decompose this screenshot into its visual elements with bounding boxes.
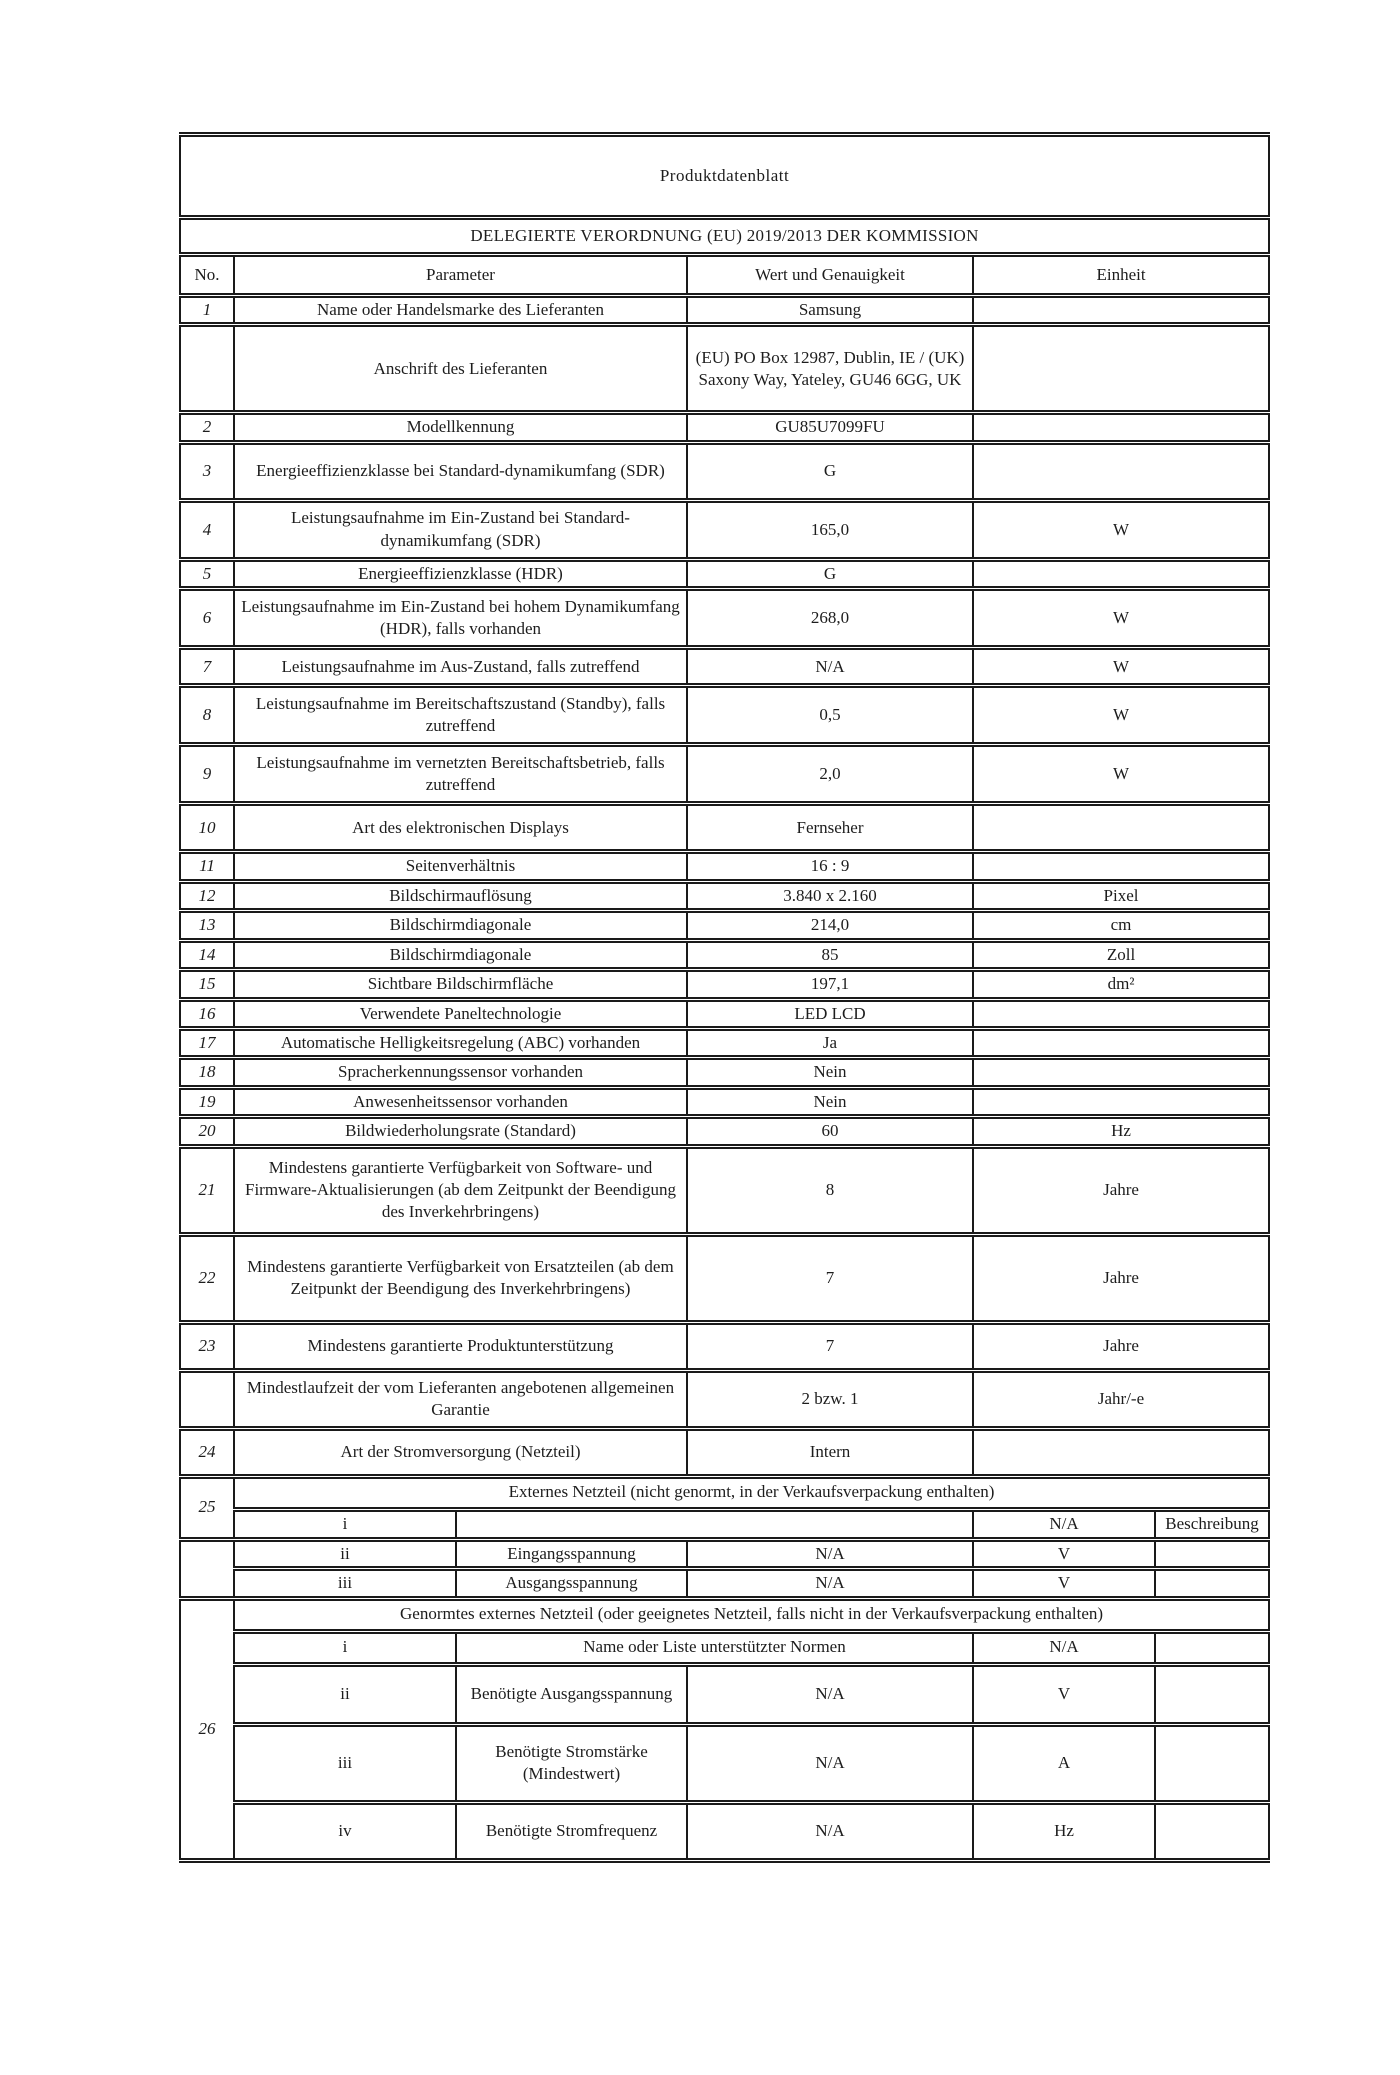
cell-parameter: Bildschirmdiagonale — [234, 940, 687, 969]
cell-value: 165,0 — [687, 500, 973, 559]
cell-unit: Hz — [973, 1802, 1155, 1860]
cell-parameter: Eingangsspannung — [456, 1539, 687, 1568]
table-row — [180, 1322, 1269, 1370]
cell-unit: Zoll — [973, 940, 1269, 969]
table-row — [180, 648, 1269, 686]
cell-no: 4 — [180, 500, 234, 559]
cell-unit — [973, 804, 1269, 852]
product-datasheet-table — [179, 132, 1270, 1863]
cell-no: 25 — [180, 1476, 234, 1539]
cell-unit: Jahre — [973, 1234, 1269, 1322]
cell-unit — [973, 559, 1269, 588]
cell-no — [180, 325, 234, 413]
cell-parameter: Anwesenheitssensor vorhanden — [234, 1087, 687, 1116]
cell-parameter: Name oder Liste unterstützter Normen — [456, 1631, 973, 1664]
cell-no: 18 — [180, 1058, 234, 1087]
cell-no: 13 — [180, 911, 234, 940]
cell-unit — [973, 325, 1269, 413]
cell-value: Intern — [687, 1428, 973, 1476]
cell-value: G — [687, 559, 973, 588]
cell-unit: A — [973, 1724, 1155, 1802]
cell-value: GU85U7099FU — [687, 413, 973, 442]
cell-parameter: Mindestens garantierte Verfügbarkeit von Ersatzteilen (ab dem Zeitpunkt der Beendigung des Inverkehrbringens) — [234, 1234, 687, 1322]
cell-unit: W — [973, 500, 1269, 559]
cell-extra — [1155, 1802, 1269, 1860]
table-row — [180, 804, 1269, 852]
cell-unit: Jahre — [973, 1322, 1269, 1370]
table-row — [180, 745, 1269, 804]
cell-extra — [1155, 1569, 1269, 1598]
cell-no: 19 — [180, 1087, 234, 1116]
table-row — [180, 1234, 1269, 1322]
table-row — [180, 940, 1269, 969]
cell-parameter: Leistungsaufnahme im Aus-Zustand, falls zutreffend — [234, 648, 687, 686]
cell-parameter: Art der Stromversorgung (Netzteil) — [234, 1428, 687, 1476]
cell-value: Ja — [687, 1028, 973, 1057]
table-row — [180, 1664, 1269, 1724]
cell-subno: iii — [234, 1724, 456, 1802]
table-row — [180, 1569, 1269, 1598]
table-row — [180, 1370, 1269, 1428]
cell-no: 12 — [180, 881, 234, 910]
cell-value: 214,0 — [687, 911, 973, 940]
cell-value: 3.840 x 2.160 — [687, 881, 973, 910]
cell-unit: Hz — [973, 1117, 1269, 1146]
column-header-row — [180, 255, 1269, 296]
cell-subno: ii — [234, 1664, 456, 1724]
cell-no: 20 — [180, 1117, 234, 1146]
table-row — [180, 1509, 1269, 1539]
cell-no — [180, 1370, 234, 1428]
cell-unit — [973, 296, 1269, 325]
cell-parameter: Leistungsaufnahme im vernetzten Bereitschaftsbetrieb, falls zutreffend — [234, 745, 687, 804]
cell-parameter: Automatische Helligkeitsregelung (ABC) vorhanden — [234, 1028, 687, 1057]
cell-value: 268,0 — [687, 589, 973, 648]
cell-value: 85 — [687, 940, 973, 969]
cell-no: 1 — [180, 296, 234, 325]
cell-value: N/A — [687, 1802, 973, 1860]
table-row — [180, 1428, 1269, 1476]
section-header: Externes Netzteil (nicht genormt, in der Verkaufsverpackung enthalten) — [234, 1476, 1269, 1509]
cell-parameter: Seitenverhältnis — [234, 852, 687, 881]
table-row — [180, 1802, 1269, 1860]
cell-value: Nein — [687, 1087, 973, 1116]
cell-unit: V — [973, 1664, 1155, 1724]
cell-parameter: Benötigte Stromstärke (Mindestwert) — [456, 1724, 687, 1802]
cell-subno: ii — [234, 1539, 456, 1568]
cell-value: N/A — [687, 1724, 973, 1802]
cell-value: 197,1 — [687, 970, 973, 999]
cell-parameter: Leistungsaufnahme im Ein-Zustand bei hohem Dynamikumfang (HDR), falls vorhanden — [234, 589, 687, 648]
cell-no: 26 — [180, 1598, 234, 1860]
table-row — [180, 1117, 1269, 1146]
cell-parameter: Leistungsaufnahme im Ein-Zustand bei Standard-dynamikumfang (SDR) — [234, 500, 687, 559]
cell-no: 9 — [180, 745, 234, 804]
datasheet-container — [179, 132, 1270, 1863]
cell-value: N/A — [687, 1664, 973, 1724]
cell-unit: W — [973, 745, 1269, 804]
cell-no: 14 — [180, 940, 234, 969]
cell-value: Samsung — [687, 296, 973, 325]
cell-parameter: Energieeffizienzklasse bei Standard-dynamikumfang (SDR) — [234, 442, 687, 500]
section-26-header-row — [180, 1598, 1269, 1631]
cell-value: N/A — [973, 1509, 1155, 1539]
table-row — [180, 442, 1269, 500]
cell-parameter: Bildschirmdiagonale — [234, 911, 687, 940]
table-row — [180, 559, 1269, 588]
cell-unit — [973, 1058, 1269, 1087]
cell-parameter: Benötigte Stromfrequenz — [456, 1802, 687, 1860]
table-row — [180, 911, 1269, 940]
cell-subno: iv — [234, 1802, 456, 1860]
cell-unit: dm² — [973, 970, 1269, 999]
cell-no: 3 — [180, 442, 234, 500]
cell-parameter — [456, 1509, 973, 1539]
cell-unit — [973, 413, 1269, 442]
table-row — [180, 1028, 1269, 1057]
cell-unit: V — [973, 1539, 1155, 1568]
cell-subno: i — [234, 1509, 456, 1539]
cell-unit: W — [973, 648, 1269, 686]
cell-parameter: Bildschirmauflösung — [234, 881, 687, 910]
table-row — [180, 589, 1269, 648]
cell-parameter: Mindestlaufzeit der vom Lieferanten angebotenen allgemeinen Garantie — [234, 1370, 687, 1428]
cell-no: 10 — [180, 804, 234, 852]
table-row — [180, 1724, 1269, 1802]
cell-no: 7 — [180, 648, 234, 686]
cell-parameter: Mindestens garantierte Verfügbarkeit von Software- und Firmware-Aktualisierungen (ab dem Zeitpunkt der Beendigung des Inverkehrbringens) — [234, 1146, 687, 1234]
cell-parameter: Benötigte Ausgangsspannung — [456, 1664, 687, 1724]
cell-parameter: Art des elektronischen Displays — [234, 804, 687, 852]
cell-value: LED LCD — [687, 999, 973, 1028]
cell-no: 22 — [180, 1234, 234, 1322]
cell-unit — [973, 999, 1269, 1028]
cell-no: 16 — [180, 999, 234, 1028]
cell-value: (EU) PO Box 12987, Dublin, IE / (UK) Saxony Way, Yateley, GU46 6GG, UK — [687, 325, 973, 413]
cell-value: 8 — [687, 1146, 973, 1234]
cell-unit: cm — [973, 911, 1269, 940]
cell-unit — [973, 1028, 1269, 1057]
col-header-parameter: Parameter — [234, 255, 687, 296]
cell-value: 16 : 9 — [687, 852, 973, 881]
table-row — [180, 413, 1269, 442]
cell-extra — [1155, 1664, 1269, 1724]
cell-value: Fernseher — [687, 804, 973, 852]
cell-extra — [1155, 1539, 1269, 1568]
cell-parameter: Ausgangsspannung — [456, 1569, 687, 1598]
cell-no: 8 — [180, 686, 234, 745]
cell-unit — [973, 852, 1269, 881]
cell-no: 24 — [180, 1428, 234, 1476]
document-title: Produktdatenblatt — [180, 135, 1269, 218]
table-row — [180, 1146, 1269, 1234]
cell-unit: Jahr/-e — [973, 1370, 1269, 1428]
cell-parameter: Modellkennung — [234, 413, 687, 442]
cell-unit — [973, 1428, 1269, 1476]
table-row — [180, 1631, 1269, 1664]
cell-value: N/A — [687, 1539, 973, 1568]
col-header-value: Wert und Genauigkeit — [687, 255, 973, 296]
cell-value: 60 — [687, 1117, 973, 1146]
table-row — [180, 1087, 1269, 1116]
cell-parameter: Leistungsaufnahme im Bereitschaftszustand (Standby), falls zutreffend — [234, 686, 687, 745]
cell-parameter: Spracherkennungssensor vorhanden — [234, 1058, 687, 1087]
cell-no: 17 — [180, 1028, 234, 1057]
table-row — [180, 1058, 1269, 1087]
cell-unit: W — [973, 589, 1269, 648]
table-row — [180, 1539, 1269, 1568]
cell-no: 11 — [180, 852, 234, 881]
cell-no: 6 — [180, 589, 234, 648]
cell-unit — [973, 1087, 1269, 1116]
cell-no: 21 — [180, 1146, 234, 1234]
table-row — [180, 296, 1269, 325]
cell-subno: iii — [234, 1569, 456, 1598]
subtitle-row — [180, 218, 1269, 255]
cell-no — [180, 1539, 234, 1598]
regulation-subtitle: DELEGIERTE VERORDNUNG (EU) 2019/2013 DER KOMMISSION — [180, 218, 1269, 255]
cell-no: 23 — [180, 1322, 234, 1370]
cell-parameter: Anschrift des Lieferanten — [234, 325, 687, 413]
cell-subno: i — [234, 1631, 456, 1664]
cell-extra — [1155, 1724, 1269, 1802]
cell-no: 5 — [180, 559, 234, 588]
cell-parameter: Sichtbare Bildschirmfläche — [234, 970, 687, 999]
cell-value: N/A — [973, 1631, 1155, 1664]
cell-no: 2 — [180, 413, 234, 442]
table-row — [180, 881, 1269, 910]
cell-unit: V — [973, 1569, 1155, 1598]
col-header-unit: Einheit — [973, 255, 1269, 296]
cell-parameter: Bildwiederholungsrate (Standard) — [234, 1117, 687, 1146]
cell-unit — [973, 442, 1269, 500]
table-row — [180, 500, 1269, 559]
cell-parameter: Verwendete Paneltechnologie — [234, 999, 687, 1028]
table-row — [180, 999, 1269, 1028]
cell-unit: Pixel — [973, 881, 1269, 910]
cell-value: 2 bzw. 1 — [687, 1370, 973, 1428]
cell-value: 0,5 — [687, 686, 973, 745]
cell-value: 7 — [687, 1322, 973, 1370]
cell-no: 15 — [180, 970, 234, 999]
cell-parameter: Mindestens garantierte Produktunterstützung — [234, 1322, 687, 1370]
cell-value: G — [687, 442, 973, 500]
col-header-no: No. — [180, 255, 234, 296]
table-row — [180, 970, 1269, 999]
cell-unit: W — [973, 686, 1269, 745]
table-row — [180, 852, 1269, 881]
cell-value: 7 — [687, 1234, 973, 1322]
table-row — [180, 325, 1269, 413]
cell-parameter: Energieeffizienzklasse (HDR) — [234, 559, 687, 588]
cell-value: Nein — [687, 1058, 973, 1087]
cell-parameter: Name oder Handelsmarke des Lieferanten — [234, 296, 687, 325]
cell-value: 2,0 — [687, 745, 973, 804]
title-row — [180, 135, 1269, 218]
cell-extra — [1155, 1631, 1269, 1664]
cell-unit: Jahre — [973, 1146, 1269, 1234]
section-25-header-row — [180, 1476, 1269, 1509]
section-header: Genormtes externes Netzteil (oder geeignetes Netzteil, falls nicht in der Verkaufsverpackung enthalten) — [234, 1598, 1269, 1631]
cell-extra: Beschreibung — [1155, 1509, 1269, 1539]
cell-value: N/A — [687, 648, 973, 686]
table-row — [180, 686, 1269, 745]
cell-value: N/A — [687, 1569, 973, 1598]
